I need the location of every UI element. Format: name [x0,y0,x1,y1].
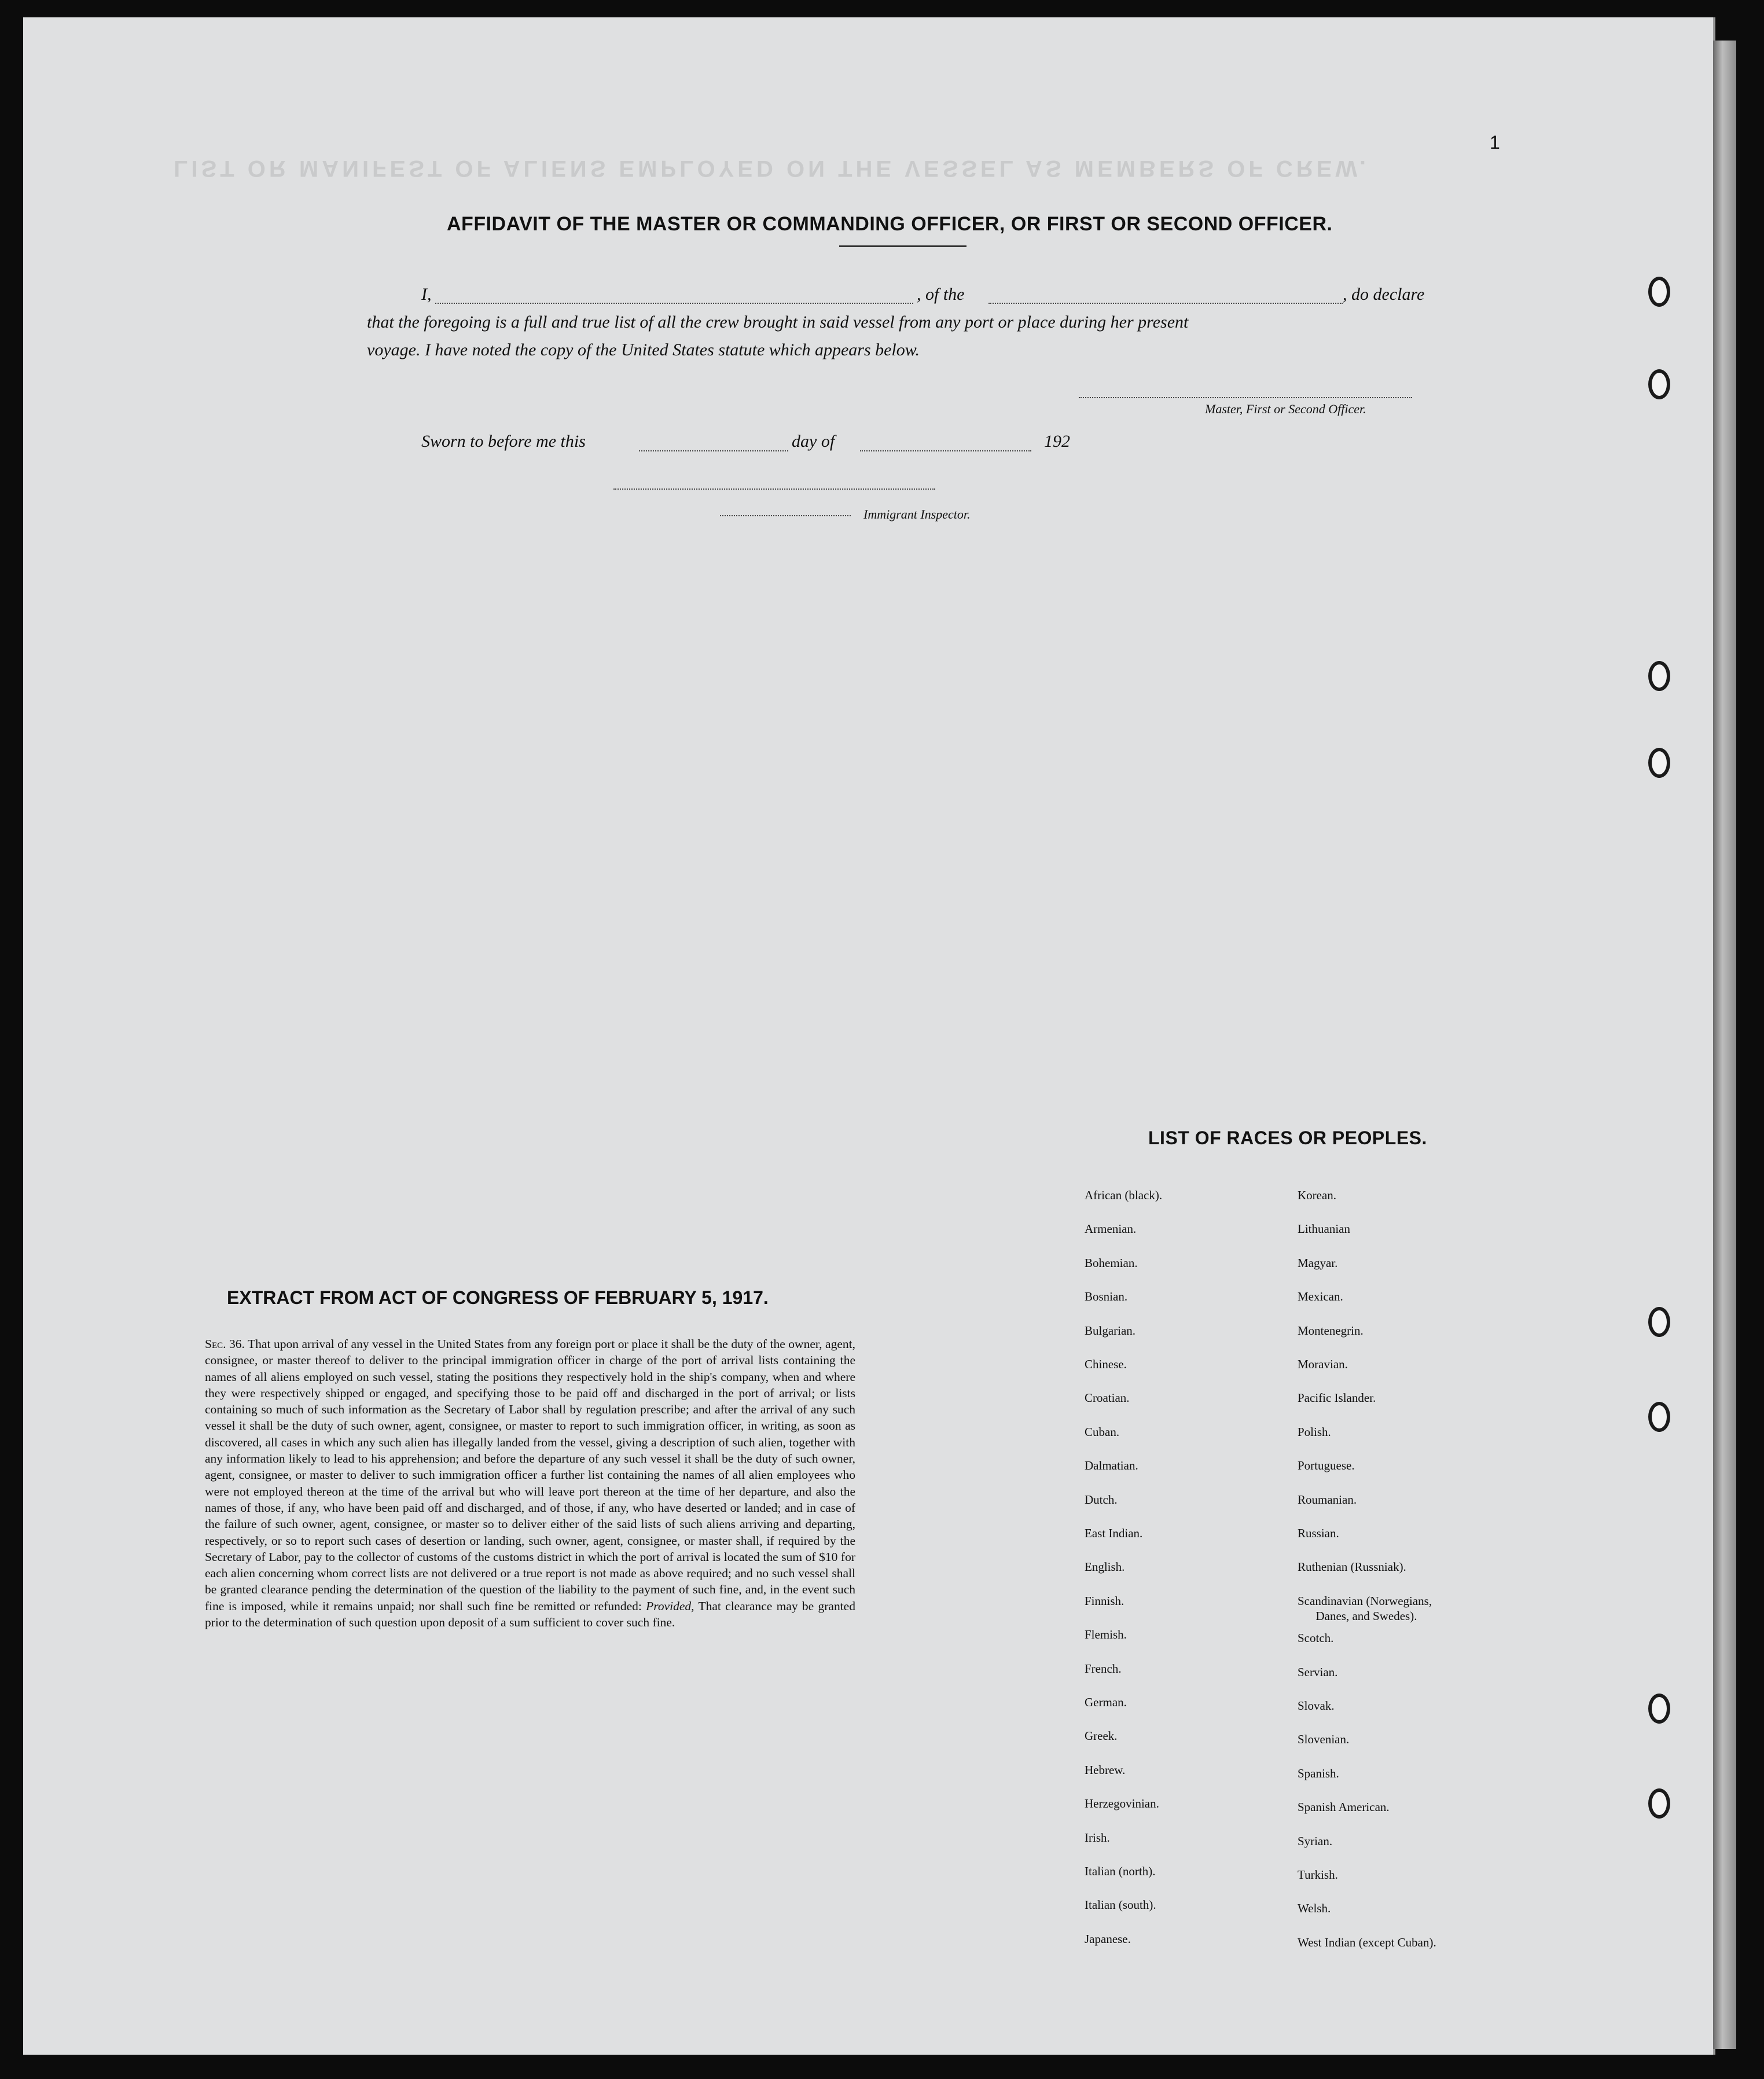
sworn-day-of: day of [792,432,835,451]
race-item: Armenian. [1085,1222,1137,1236]
race-item: Scandinavian (Norwegians, Danes, and Swedes). [1298,1593,1432,1623]
binder-hole [1648,1788,1670,1819]
inspector-signature-line [720,515,851,516]
affidavit-title-rule [839,245,966,247]
race-item: Ruthenian (Russniak). [1298,1560,1406,1574]
race-item: Greek. [1085,1729,1118,1743]
statute-body-part1: That upon arrival of any vessel in the United States from any foreign port or place it shall be the duty of the owner, agent, consignee, or master thereof to deliver to the principal immigration officer in charge of the port of arrival lists containing the names of all aliens employed on such vessel, stating the positions they respectively hold in the ship's company, when and where they were respectively shipped or engaged, and specifying those to be paid off and discharged in the port of arrival; or lists containing so much of such information as the Secretary of Labor shall by regulation prescribe; and after the arrival of any such vessel it shall be the duty of such owner, agent, consignee, or master to report to such immigration officer, in writing, as soon as discovered, all cases in which any such alien has illegally landed from the vessel, giving a description of such alien, together with any information likely to lead to his apprehension; and before the departure of any such vessel it shall be the duty of such owner, agent, consignee, or master to deliver to such immigration officer a further list containing the names of all alien employees who were not employed thereon at the time of the arrival but who will leave port thereon at the time of her departure, and also the names of those, if any, who have been paid off and discharged, and of those, if any, who have deserted or landed; and in case of the failure of such owner, agent, consignee, or master so to deliver either of the said lists of such aliens arriving and departing, respectively, or so to report such cases of desertion or landing, such owner, agent, consignee, or master shall, if required by the Secretary of Labor, pay to the collector of customs of the customs district in which the port of arrival is located the sum of $10 for each alien concerning whom correct lists are not delivered or a true report is not made as above required; and no such vessel shall be granted clearance pending the determination of the question of the liability to the payment of such fine, and, in the event such fine is imposed, while it remains unpaid; nor shall such fine be remitted or refunded: [205,1337,855,1613]
race-item: Italian (north). [1085,1864,1156,1878]
race-item: Lithuanian [1298,1222,1350,1236]
statute-text [205,1336,855,1630]
inspector-upper-line [613,488,935,490]
binder-hole [1648,748,1670,778]
affidavit-line1-i: I, [421,285,432,304]
sworn-month-line [860,450,1031,451]
vessel-name-line [988,303,1343,304]
inspector-caption: Immigrant Inspector. [863,507,971,521]
race-item: Portuguese. [1298,1459,1355,1473]
statute-body-part2: That clearance may be granted prior to the determination of such question upon deposit of a sum sufficient to cover such fine. [205,1599,855,1630]
binder-hole [1648,661,1670,691]
affidavit-line1-of-the: , of the [917,285,965,304]
race-item: Scotch. [1298,1631,1334,1645]
binder-hole [1648,277,1670,307]
race-item: Chinese. [1085,1357,1127,1371]
race-item: Croatian. [1085,1391,1130,1405]
race-item: Roumanian. [1298,1492,1357,1507]
extract-title: EXTRACT FROM ACT OF CONGRESS OF FEBRUARY 5, 1917. [227,1287,769,1308]
race-item: Flemish. [1085,1628,1127,1642]
race-item: African (black). [1085,1188,1163,1202]
race-item: Dalmatian. [1085,1459,1138,1473]
binder-hole [1648,1694,1670,1724]
race-item: Russian. [1298,1526,1339,1540]
affidavit-line3: voyage. I have noted the copy of the United States statute which appears below. [367,340,920,359]
race-item: Spanish American. [1298,1800,1390,1814]
master-name-line [435,303,913,304]
race-item: French. [1085,1661,1122,1676]
race-item: Dutch. [1085,1492,1118,1507]
race-item: Mexican. [1298,1290,1343,1304]
affidavit-line1-declare: , do declare [1343,285,1425,304]
race-item: Slovenian. [1298,1732,1350,1747]
race-item: Herzegovinian. [1085,1797,1159,1811]
race-item: Italian (south). [1085,1898,1156,1912]
officer-signature-line [1079,397,1412,398]
document-page [23,17,1715,2055]
race-item: West Indian (except Cuban). [1298,1935,1436,1949]
race-item: German. [1085,1695,1127,1709]
race-item: Turkish. [1298,1868,1338,1882]
race-item: Japanese. [1085,1931,1131,1946]
binder-hole [1648,1402,1670,1432]
race-item: Korean. [1298,1188,1337,1202]
corner-mark: 1 [1490,132,1500,153]
race-item: Welsh. [1298,1901,1331,1916]
race-item: Cuban. [1085,1424,1120,1439]
race-item: Slovak. [1298,1699,1335,1713]
race-item: Irish. [1085,1830,1110,1845]
race-item: Magyar. [1298,1255,1338,1270]
bleed-through-text: LIST OR MANIFEST OF ALIENS EMPLOYED ON THE VESSEL AS MEMBERS OF CREW. [174,156,1369,181]
officer-signature-caption: Master, First or Second Officer. [1205,402,1366,416]
race-item: Polish. [1298,1424,1331,1439]
sworn-year: 192 [1044,432,1070,451]
affidavit-line2: that the foregoing is a full and true list of all the crew brought in said vessel from any port or place during her present [367,313,1189,332]
race-item: Montenegrin. [1298,1323,1364,1338]
race-item: Spanish. [1298,1766,1339,1780]
race-item: Syrian. [1298,1834,1333,1848]
race-item: Moravian. [1298,1357,1348,1371]
page-edge [1713,41,1736,2049]
statute-provided-word: Provided, [646,1599,694,1613]
race-item: Hebrew. [1085,1762,1126,1777]
race-item: Pacific Islander. [1298,1391,1376,1405]
sworn-text: Sworn to before me this [421,432,586,451]
affidavit-title: AFFIDAVIT OF THE MASTER OR COMMANDING OFFICER, OR FIRST OR SECOND OFFICER. [447,213,1333,235]
race-item: Bosnian. [1085,1290,1128,1304]
race-item: Bohemian. [1085,1255,1138,1270]
race-item: East Indian. [1085,1526,1143,1540]
statute-section-label: Sec. 36. [205,1337,245,1351]
race-item: Bulgarian. [1085,1323,1136,1338]
races-title: LIST OF RACES OR PEOPLES. [1148,1127,1427,1148]
race-item: English. [1085,1560,1125,1574]
binder-hole [1648,369,1670,399]
race-item: Servian. [1298,1665,1338,1679]
race-item: Finnish. [1085,1593,1124,1608]
binder-hole [1648,1307,1670,1337]
sworn-day-line [639,450,788,451]
